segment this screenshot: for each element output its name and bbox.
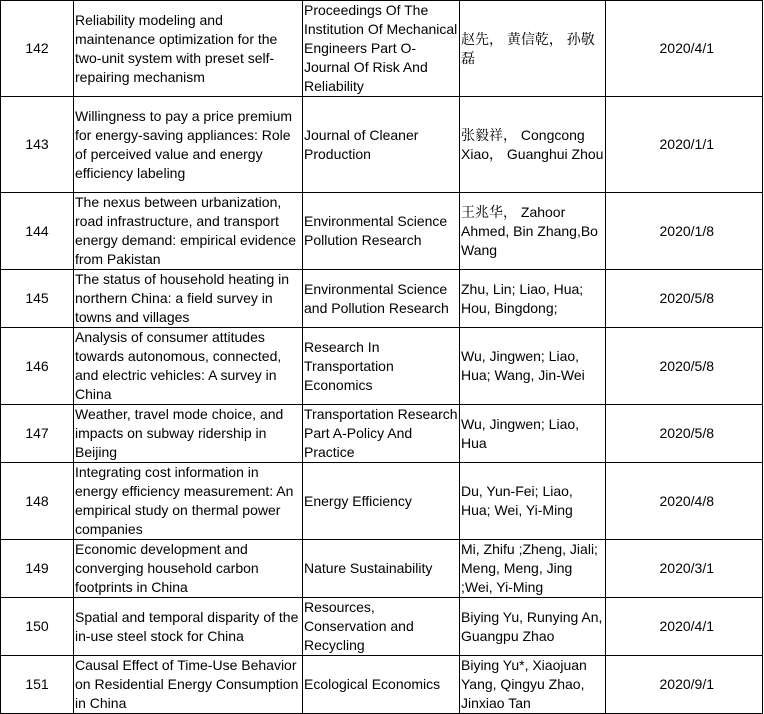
publication-date: 2020/4/8 xyxy=(606,463,763,540)
row-number: 149 xyxy=(1,540,74,598)
author-list: 赵先， 黄信乾， 孙敬磊 xyxy=(460,1,606,97)
paper-title: Spatial and temporal disparity of the in-use steel stock for China xyxy=(74,598,303,656)
row-number: 142 xyxy=(1,1,74,97)
table-row xyxy=(1,328,763,405)
table-row xyxy=(1,405,763,463)
publication-date: 2020/9/1 xyxy=(606,656,763,714)
publication-date: 2020/4/1 xyxy=(606,1,763,97)
publication-date: 2020/5/8 xyxy=(606,405,763,463)
row-number: 150 xyxy=(1,598,74,656)
row-number: 151 xyxy=(1,656,74,714)
paper-title: Economic development and converging household carbon footprints in China xyxy=(74,540,303,598)
table-row xyxy=(1,656,763,714)
publication-date: 2020/4/1 xyxy=(606,598,763,656)
row-number: 147 xyxy=(1,405,74,463)
row-number: 145 xyxy=(1,270,74,328)
journal-name: Environmental Science and Pollution Research xyxy=(303,270,460,328)
journal-name: Research In Transportation Economics xyxy=(303,328,460,405)
journal-name: Proceedings Of The Institution Of Mechanical Engineers Part O-Journal Of Risk And Reliability xyxy=(303,1,460,97)
author-list: Mi, Zhifu ;Zheng, Jiali; Meng, Meng, Jing ;Wei, Yi-Ming xyxy=(460,540,606,598)
publication-date: 2020/5/8 xyxy=(606,328,763,405)
paper-title: The nexus between urbanization, road infrastructure, and transport energy demand: empirical evidence from Pakistan xyxy=(74,193,303,270)
author-list: 张毅祥， Congcong Xiao， Guanghui Zhou xyxy=(460,97,606,193)
table-row xyxy=(1,97,763,193)
paper-title: Integrating cost information in energy efficiency measurement: An empirical study on thermal power companies xyxy=(74,463,303,540)
publication-date: 2020/3/1 xyxy=(606,540,763,598)
paper-title: The status of household heating in northern China: a field survey in towns and villages xyxy=(74,270,303,328)
journal-name: Transportation Research Part A-Policy And Practice xyxy=(303,405,460,463)
author-list: Zhu, Lin; Liao, Hua; Hou, Bingdong; xyxy=(460,270,606,328)
author-list: Biying Yu, Runying An, Guangpu Zhao xyxy=(460,598,606,656)
publication-date: 2020/1/1 xyxy=(606,97,763,193)
row-number: 143 xyxy=(1,97,74,193)
table-row xyxy=(1,540,763,598)
paper-title: Causal Effect of Time-Use Behavior on Residential Energy Consumption in China xyxy=(74,656,303,714)
author-list: Wu, Jingwen; Liao, Hua xyxy=(460,405,606,463)
author-list: 王兆华， Zahoor Ahmed, Bin Zhang,Bo Wang xyxy=(460,193,606,270)
row-number: 146 xyxy=(1,328,74,405)
author-list: Biying Yu*, Xiaojuan Yang, Qingyu Zhao, Jinxiao Tan xyxy=(460,656,606,714)
table-row xyxy=(1,193,763,270)
author-list: Wu, Jingwen; Liao, Hua; Wang, Jin-Wei xyxy=(460,328,606,405)
journal-name: Journal of Cleaner Production xyxy=(303,97,460,193)
journal-name: Nature Sustainability xyxy=(303,540,460,598)
paper-title: Reliability modeling and maintenance optimization for the two-unit system with preset self-repairing mechanism xyxy=(74,1,303,97)
row-number: 148 xyxy=(1,463,74,540)
journal-name: Resources, Conservation and Recycling xyxy=(303,598,460,656)
journal-name: Energy Efficiency xyxy=(303,463,460,540)
journal-name: Environmental Science Pollution Research xyxy=(303,193,460,270)
paper-title: Willingness to pay a price premium for energy-saving appliances: Role of perceived value and energy efficiency labeling xyxy=(74,97,303,193)
journal-name: Ecological Economics xyxy=(303,656,460,714)
table-row xyxy=(1,463,763,540)
table-row xyxy=(1,1,763,97)
row-number: 144 xyxy=(1,193,74,270)
publication-date: 2020/1/8 xyxy=(606,193,763,270)
paper-title: Analysis of consumer attitudes towards autonomous, connected, and electric vehicles: A survey in China xyxy=(74,328,303,405)
paper-title: Weather, travel mode choice, and impacts on subway ridership in Beijing xyxy=(74,405,303,463)
table-row xyxy=(1,598,763,656)
publication-date: 2020/5/8 xyxy=(606,270,763,328)
author-list: Du, Yun-Fei; Liao, Hua; Wei, Yi-Ming xyxy=(460,463,606,540)
table-row xyxy=(1,270,763,328)
